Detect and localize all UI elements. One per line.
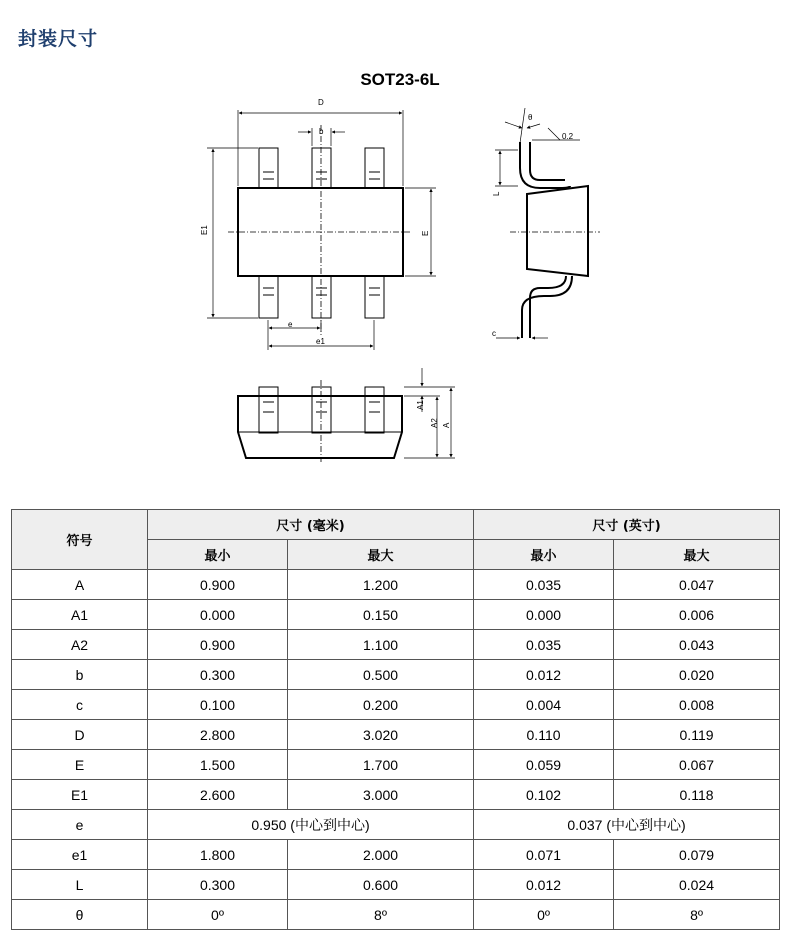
label-L: L [492,191,501,196]
label-gauge: 0.2 [562,132,574,141]
inch-min-cell: 0º [474,900,614,930]
table-row [12,870,780,900]
mm-max-cell: 0.500 [288,660,474,690]
table-row [12,780,780,810]
mm-span-cell: 0.950 (中心到中心) [148,810,474,840]
inch-max-cell: 0.043 [614,630,780,660]
inch-max-cell: 0.020 [614,660,780,690]
inch-max-cell: 0.047 [614,570,780,600]
label-A1: A1 [416,400,425,410]
table-row [12,600,780,630]
table-row [12,570,780,600]
mm-max-cell: 0.200 [288,690,474,720]
symbol-cell: E [12,750,148,780]
symbol-cell: E1 [12,780,148,810]
inch-min-cell: 0.071 [474,840,614,870]
inch-max-cell: 8º [614,900,780,930]
inch-header: 尺寸 (英寸) [474,510,780,540]
mm-min-cell: 1.800 [148,840,288,870]
symbol-header: 符号 [12,510,148,570]
symbol-cell: c [12,690,148,720]
inch-max-cell: 0.006 [614,600,780,630]
inch-min-cell: 0.035 [474,570,614,600]
mm-min-cell: 0.300 [148,870,288,900]
mm-max-header: 最大 [288,540,474,570]
mm-max-cell: 3.020 [288,720,474,750]
mm-min-cell: 0.900 [148,570,288,600]
inch-max-cell: 0.008 [614,690,780,720]
symbol-cell: b [12,660,148,690]
side-view [495,108,600,338]
mm-min-cell: 2.800 [148,720,288,750]
inch-max-cell: 0.118 [614,780,780,810]
inch-max-cell: 0.079 [614,840,780,870]
inch-max-cell: 0.119 [614,720,780,750]
label-E: E [421,230,430,236]
label-e1: e1 [316,337,325,346]
label-theta: θ [528,113,533,122]
mm-max-cell: 0.150 [288,600,474,630]
inch-max-header: 最大 [614,540,780,570]
mm-min-cell: 0.100 [148,690,288,720]
mm-max-cell: 1.100 [288,630,474,660]
table-row [12,840,780,870]
section-title: 封装尺寸 [18,28,99,50]
label-A: A [442,422,451,428]
mm-min-cell: 0.300 [148,660,288,690]
table-row [12,660,780,690]
mm-max-cell: 1.700 [288,750,474,780]
table-row [12,720,780,750]
inch-span-cell: 0.037 (中心到中心) [474,810,780,840]
label-b: b [319,127,324,136]
mm-min-cell: 0º [148,900,288,930]
table-row [12,690,780,720]
inch-max-cell: 0.024 [614,870,780,900]
top-view [207,110,436,350]
inch-min-cell: 0.059 [474,750,614,780]
label-e: e [288,320,293,329]
inch-min-cell: 0.035 [474,630,614,660]
table-row [12,750,780,780]
mm-max-cell: 8º [288,900,474,930]
mm-min-cell: 1.500 [148,750,288,780]
table-row [12,630,780,660]
symbol-cell: D [12,720,148,750]
inch-min-cell: 0.004 [474,690,614,720]
inch-min-cell: 0.000 [474,600,614,630]
mm-max-cell: 0.600 [288,870,474,900]
symbol-cell: A1 [12,600,148,630]
mm-min-cell: 0.900 [148,630,288,660]
package-name: SOT23-6L [360,70,440,89]
package-outline-drawing [0,90,790,470]
mm-min-cell: 2.600 [148,780,288,810]
mm-max-cell: 3.000 [288,780,474,810]
symbol-cell: θ [12,900,148,930]
mm-min-header: 最小 [148,540,288,570]
mm-max-cell: 2.000 [288,840,474,870]
mm-max-cell: 1.200 [288,570,474,600]
table-row [12,810,780,840]
mm-header: 尺寸 (毫米) [148,510,474,540]
table-row [12,900,780,930]
mm-min-cell: 0.000 [148,600,288,630]
symbol-cell: A [12,570,148,600]
label-E1: E1 [200,225,209,235]
symbol-cell: L [12,870,148,900]
symbol-cell: A2 [12,630,148,660]
symbol-cell: e [12,810,148,840]
inch-min-cell: 0.012 [474,870,614,900]
inch-min-cell: 0.110 [474,720,614,750]
inch-min-cell: 0.102 [474,780,614,810]
inch-min-header: 最小 [474,540,614,570]
label-D: D [318,98,324,107]
dimension-table [11,509,780,930]
symbol-cell: e1 [12,840,148,870]
label-A2: A2 [430,418,439,428]
front-view [238,368,455,462]
inch-max-cell: 0.067 [614,750,780,780]
inch-min-cell: 0.012 [474,660,614,690]
label-c: c [492,329,496,338]
